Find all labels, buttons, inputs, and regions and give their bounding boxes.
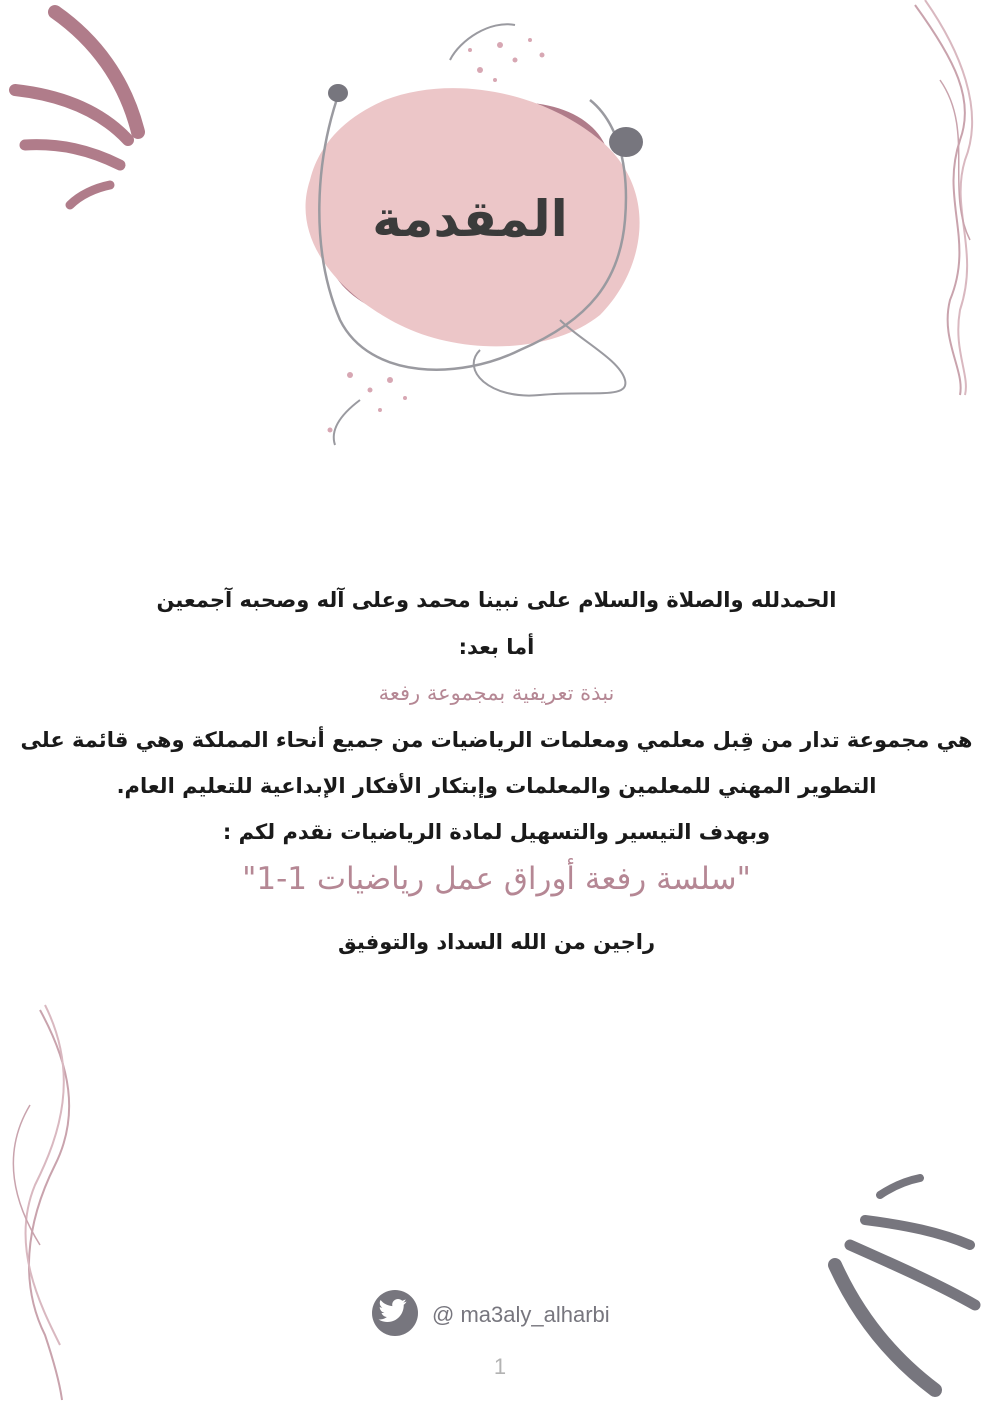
page-number: 1 <box>493 1354 507 1379</box>
series-title: "سلسة رفعة أوراق عمل رياضيات 1-1" <box>242 861 751 897</box>
intro-heading: نبذة تعريفية بمجموعة رفعة <box>378 681 615 705</box>
twitter-bird-icon <box>372 1290 418 1336</box>
greeting-line: الحمدلله والصلاة والسلام على نبينا محمد وعلى آله وصحبه آجمعين <box>156 588 837 612</box>
twitter-footer <box>372 1290 632 1338</box>
purpose-line: وبهدف التيسير والتسهيل لمادة الرياضيات نقدم لكم : <box>222 820 771 844</box>
closing-line: راجين من الله السداد والتوفيق <box>337 930 656 954</box>
description-line-1: هي مجموعة تدار من قِبل معلمي ومعلمات الرياضيات من جميع أنحاء المملكة وهي قائمة على <box>20 728 973 752</box>
twitter-handle: @ ma3aly_alharbi <box>432 1302 610 1327</box>
top-right-lines-decoration <box>905 0 993 400</box>
top-left-strokes-decoration <box>0 0 160 220</box>
bottom-right-strokes-decoration <box>820 1170 990 1400</box>
opening-line: أما بعد: <box>458 635 535 659</box>
bottom-left-lines-decoration <box>0 1005 90 1405</box>
description-line-2: التطوير المهني للمعلمين والمعلمات وإبتكار الأفكار الإبداعية للتعليم العام. <box>116 774 877 798</box>
page-title: المقدمة <box>372 190 568 248</box>
